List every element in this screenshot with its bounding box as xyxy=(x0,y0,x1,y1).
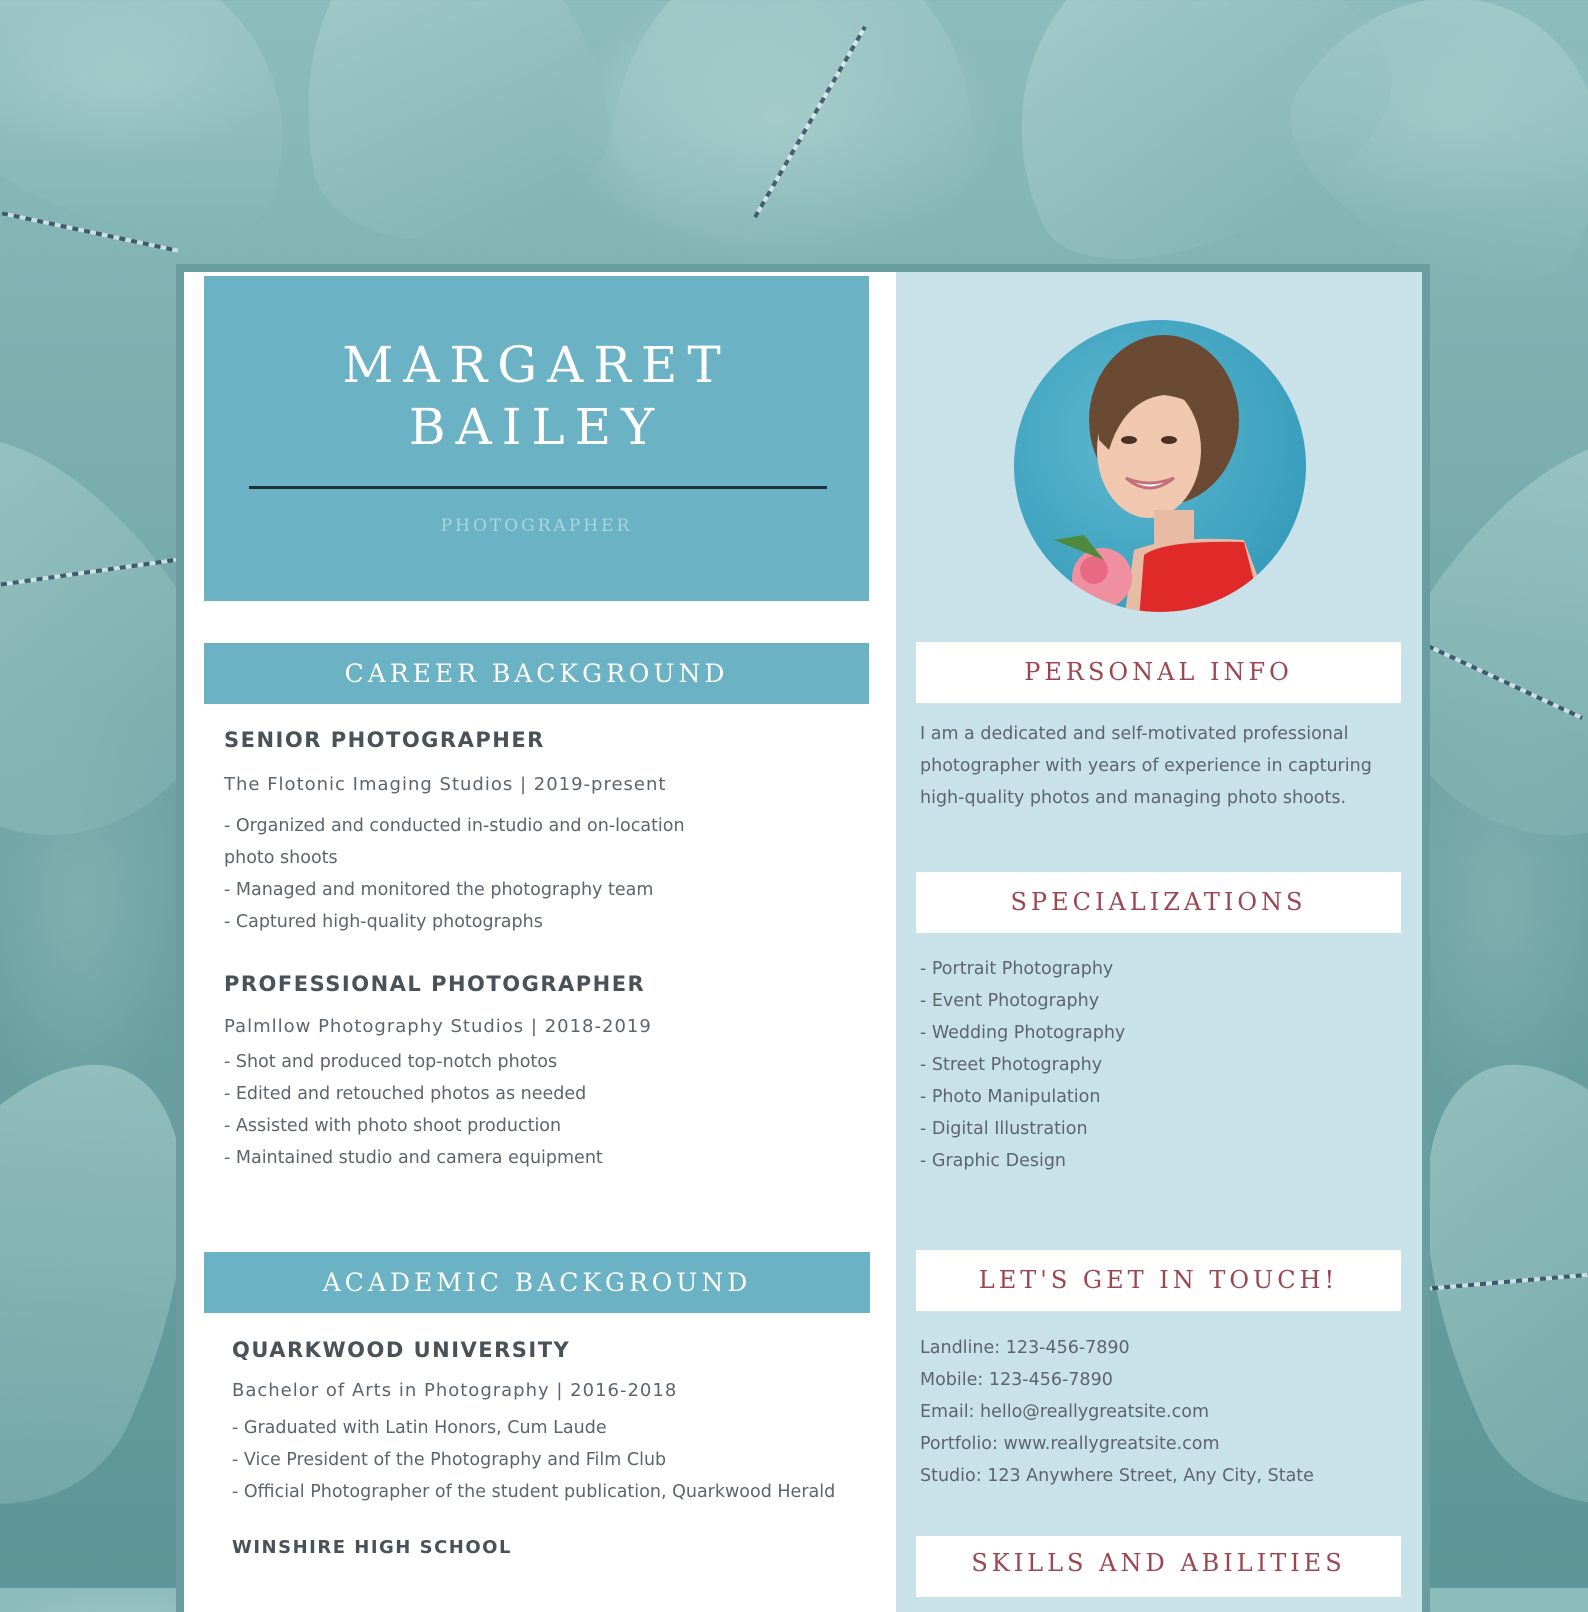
school-bullets-1 xyxy=(232,1412,835,1508)
list-item: photo shoots xyxy=(224,848,338,868)
job-company-1: The Flotonic Imaging Studios | 2019-present xyxy=(224,774,667,795)
school-degree-1: Bachelor of Arts in Photography | 2016-2018 xyxy=(232,1380,678,1401)
contact-heading: LET'S GET IN TOUCH! xyxy=(916,1250,1401,1311)
school-name-2: WINSHIRE HIGH SCHOOL xyxy=(232,1537,512,1558)
list-item: - Assisted with photo shoot production xyxy=(224,1116,562,1136)
profile-photo xyxy=(1014,320,1306,612)
personal-line: photographer with years of experience in capturing xyxy=(920,756,1372,776)
first-name: MARGARET xyxy=(342,336,731,394)
name-header xyxy=(204,276,869,601)
list-item: - Managed and monitored the photography team xyxy=(224,880,654,900)
school-name-1: QUARKWOOD UNIVERSITY xyxy=(232,1338,571,1362)
job-bullets-1 xyxy=(224,810,685,938)
career-background-heading: CAREER BACKGROUND xyxy=(204,643,869,704)
list-item: - Event Photography xyxy=(920,991,1100,1011)
job-title-1: SENIOR PHOTOGRAPHER xyxy=(224,728,545,752)
resume-page xyxy=(184,272,1422,1612)
skills-heading: SKILLS AND ABILITIES xyxy=(916,1536,1401,1597)
list-item: - Portrait Photography xyxy=(920,959,1114,979)
job-title-2: PROFESSIONAL PHOTOGRAPHER xyxy=(224,972,646,996)
personal-info-text xyxy=(920,718,1372,814)
list-item: - Shot and produced top-notch photos xyxy=(224,1052,558,1072)
portrait-image xyxy=(1014,320,1306,612)
contact-studio: Studio: 123 Anywhere Street, Any City, State xyxy=(920,1466,1314,1486)
name-divider xyxy=(249,486,827,489)
list-item: - Photo Manipulation xyxy=(920,1087,1101,1107)
job-company-2: Palmllow Photography Studios | 2018-2019 xyxy=(224,1016,652,1037)
academic-background-heading: ACADEMIC BACKGROUND xyxy=(204,1252,870,1313)
job-bullets-2 xyxy=(224,1046,603,1174)
contact-landline: Landline: 123-456-7890 xyxy=(920,1338,1130,1358)
job-title: PHOTOGRAPHER xyxy=(440,516,633,536)
contact-email: Email: hello@reallygreatsite.com xyxy=(920,1402,1209,1422)
list-item: - Wedding Photography xyxy=(920,1023,1126,1043)
list-item: - Captured high-quality photographs xyxy=(224,912,543,932)
list-item: - Graduated with Latin Honors, Cum Laude xyxy=(232,1418,607,1438)
list-item: - Maintained studio and camera equipment xyxy=(224,1148,603,1168)
contact-list xyxy=(920,1332,1314,1492)
list-item: - Street Photography xyxy=(920,1055,1103,1075)
contact-mobile: Mobile: 123-456-7890 xyxy=(920,1370,1113,1390)
list-item: - Vice President of the Photography and Film Club xyxy=(232,1450,667,1470)
resume-sidebar xyxy=(896,272,1422,1612)
contact-portfolio: Portfolio: www.reallygreatsite.com xyxy=(920,1434,1220,1454)
last-name: BAILEY xyxy=(408,398,665,456)
list-item: - Official Photographer of the student publication, Quarkwood Herald xyxy=(232,1482,836,1502)
list-item: - Organized and conducted in-studio and on-location xyxy=(224,816,685,836)
personal-info-heading: PERSONAL INFO xyxy=(916,642,1401,703)
list-item: - Digital Illustration xyxy=(920,1119,1088,1139)
resume-main-column xyxy=(184,272,884,1612)
specializations-list xyxy=(920,953,1125,1177)
list-item: - Graphic Design xyxy=(920,1151,1067,1171)
personal-line: high-quality photos and managing photo shoots. xyxy=(920,788,1347,808)
list-item: - Edited and retouched photos as needed xyxy=(224,1084,587,1104)
specializations-heading: SPECIALIZATIONS xyxy=(916,872,1401,933)
personal-line: I am a dedicated and self-motivated professional xyxy=(920,724,1349,744)
